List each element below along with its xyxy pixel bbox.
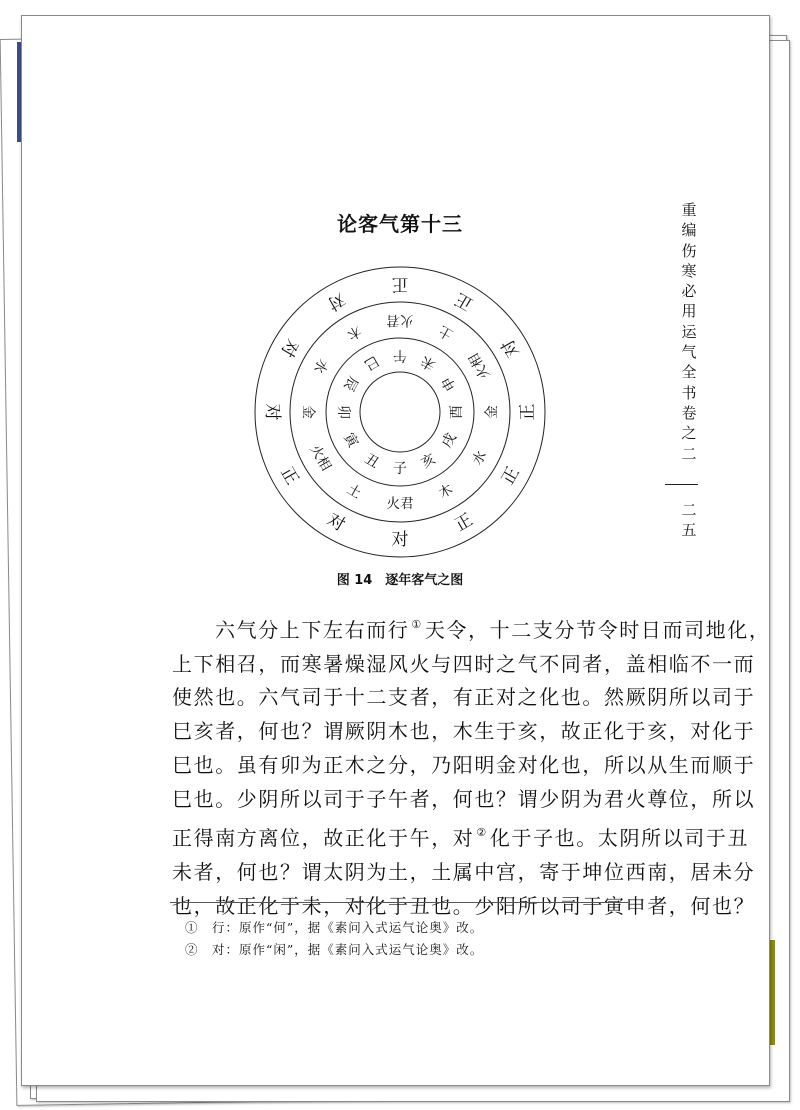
outer-circle bbox=[255, 267, 545, 557]
inner-ring-label: 寅 bbox=[340, 430, 362, 451]
running-head-char: 重 bbox=[681, 201, 697, 219]
body-line-text: 也，故正化于未，对化于丑也。少阳所以司于寅申者，何也？ bbox=[172, 893, 756, 918]
body-line-text: 未者，何也？谓太阴为土，土属中宫，寄于坤位西南，居未分 bbox=[172, 859, 756, 884]
inner-ring-label: 卯 bbox=[335, 405, 351, 419]
middle-ring-label: 金 bbox=[484, 405, 500, 419]
footnote-1: ① 行：原作“何”，据《素问入式运气论奥》改。 bbox=[185, 920, 484, 935]
outer-ring-label: 对 bbox=[323, 509, 349, 536]
outer-ring-label: 正 bbox=[391, 274, 409, 294]
outer-ring-label: 对 bbox=[391, 530, 409, 550]
running-head-char: 编 bbox=[681, 221, 697, 240]
body-line-text: 巳也。少阴所以司于子午者，何也？谓少阴为君火尊位，所以 bbox=[172, 786, 756, 811]
outer-ring-label: 对 bbox=[323, 288, 349, 315]
guest-qi-diagram bbox=[250, 262, 550, 562]
running-head-char: 之 bbox=[681, 424, 697, 443]
outer-ring-label: 正 bbox=[451, 509, 477, 536]
inner-ring-label: 子 bbox=[393, 461, 407, 477]
footnote-2: ② 对：原作“闲”，据《素问入式运气论奥》改。 bbox=[185, 942, 484, 957]
center-circle bbox=[360, 372, 440, 452]
middle-ring-label: 火相 bbox=[465, 350, 494, 382]
running-head-char: 书 bbox=[681, 383, 697, 402]
outer-ring-label: 正 bbox=[518, 403, 538, 421]
outer-ring-label: 正 bbox=[451, 288, 477, 315]
running-head-char: 二 bbox=[681, 444, 697, 463]
outer-ring-label: 对 bbox=[497, 335, 524, 361]
running-head-char: 用 bbox=[681, 302, 697, 321]
page-number-char: 五 bbox=[681, 521, 697, 539]
page-number bbox=[679, 500, 699, 540]
section-title: 论客气第十三 bbox=[337, 212, 463, 236]
middle-ring-label: 木 bbox=[436, 481, 456, 502]
running-head-char: 必 bbox=[681, 282, 697, 301]
inner-ring-label: 辰 bbox=[340, 373, 362, 394]
body-line bbox=[172, 749, 756, 783]
body-line-text: 正得南方离位，故正化于午，对 bbox=[172, 826, 475, 851]
running-head-char: 伤 bbox=[681, 241, 697, 260]
inner-ring-label: 巳 bbox=[361, 352, 382, 374]
middle-ring-label: 木 bbox=[344, 322, 364, 343]
outer-ring-label: 正 bbox=[497, 463, 524, 489]
inner-ring-label: 戌 bbox=[438, 430, 460, 451]
spine-strip-olive bbox=[770, 940, 775, 1045]
middle-ring-label: 土 bbox=[436, 322, 456, 343]
body-line-text: 使然也。六气司于十二支者，有正对之化也。然厥阴所以司于 bbox=[172, 685, 756, 710]
running-head-divider bbox=[665, 484, 698, 485]
running-head-title bbox=[679, 200, 699, 464]
body-line bbox=[172, 648, 756, 682]
running-head-char: 运 bbox=[681, 322, 697, 341]
body-text bbox=[172, 608, 771, 923]
inner-ring-label: 午 bbox=[393, 347, 407, 363]
running-head-char: 寒 bbox=[681, 261, 697, 280]
inner-ring-label: 酉 bbox=[449, 405, 465, 419]
body-line bbox=[172, 816, 750, 856]
middle-ring-label: 火相 bbox=[306, 442, 335, 474]
middle-ring-label: 金 bbox=[300, 405, 316, 419]
outer-ring-label: 对 bbox=[276, 335, 303, 361]
body-line-text: 巳也。虽有卯为正木之分，乃阳明金对化也，所以从生而顺于 bbox=[172, 752, 756, 777]
figure-caption: 图 14 逐年客气之图 bbox=[336, 573, 464, 588]
inner-ring-label: 申 bbox=[438, 373, 460, 394]
body-line bbox=[172, 608, 771, 648]
footnote-marker[interactable]: ② bbox=[476, 826, 488, 840]
middle-ring-label: 水 bbox=[310, 356, 331, 376]
middle-ring-label: 水 bbox=[469, 448, 490, 468]
body-line-text: 天令，十二支分节令时日而司地化， bbox=[424, 618, 771, 642]
inner-ring-label: 亥 bbox=[418, 450, 439, 472]
middle-ring-label: 火君 bbox=[386, 496, 414, 512]
body-line bbox=[172, 681, 756, 715]
body-line-text: 巳亥者，何也？谓厥阴木也，木生于亥，故正化于亥，对化于 bbox=[172, 719, 756, 744]
footnote-marker[interactable]: ① bbox=[411, 618, 423, 631]
middle-ring-label: 土 bbox=[344, 481, 364, 502]
body-line bbox=[172, 783, 756, 817]
page-number-char: 二 bbox=[681, 501, 697, 519]
body-line-text: 六气分上下左右而行 bbox=[215, 618, 410, 642]
outer-ring-label: 对 bbox=[262, 403, 282, 421]
outer-ring-label: 正 bbox=[276, 463, 303, 489]
running-head-char: 全 bbox=[681, 363, 697, 382]
inner-ring-label: 未 bbox=[418, 352, 439, 374]
middle-ring-label: 火君 bbox=[386, 312, 414, 328]
inner-ring-label: 丑 bbox=[361, 450, 382, 472]
middle-circle bbox=[290, 302, 510, 522]
running-head-char: 气 bbox=[681, 343, 697, 362]
footnote-divider bbox=[170, 902, 628, 903]
body-line-text: 上下相召，而寒暑燥湿风火与四时之气不同者，盖相临不一而 bbox=[172, 651, 756, 676]
body-line bbox=[172, 715, 756, 749]
running-head-char: 卷 bbox=[681, 403, 697, 422]
body-line bbox=[172, 856, 756, 890]
body-line-text: 化于子也。太阴所以司于丑 bbox=[489, 826, 750, 851]
